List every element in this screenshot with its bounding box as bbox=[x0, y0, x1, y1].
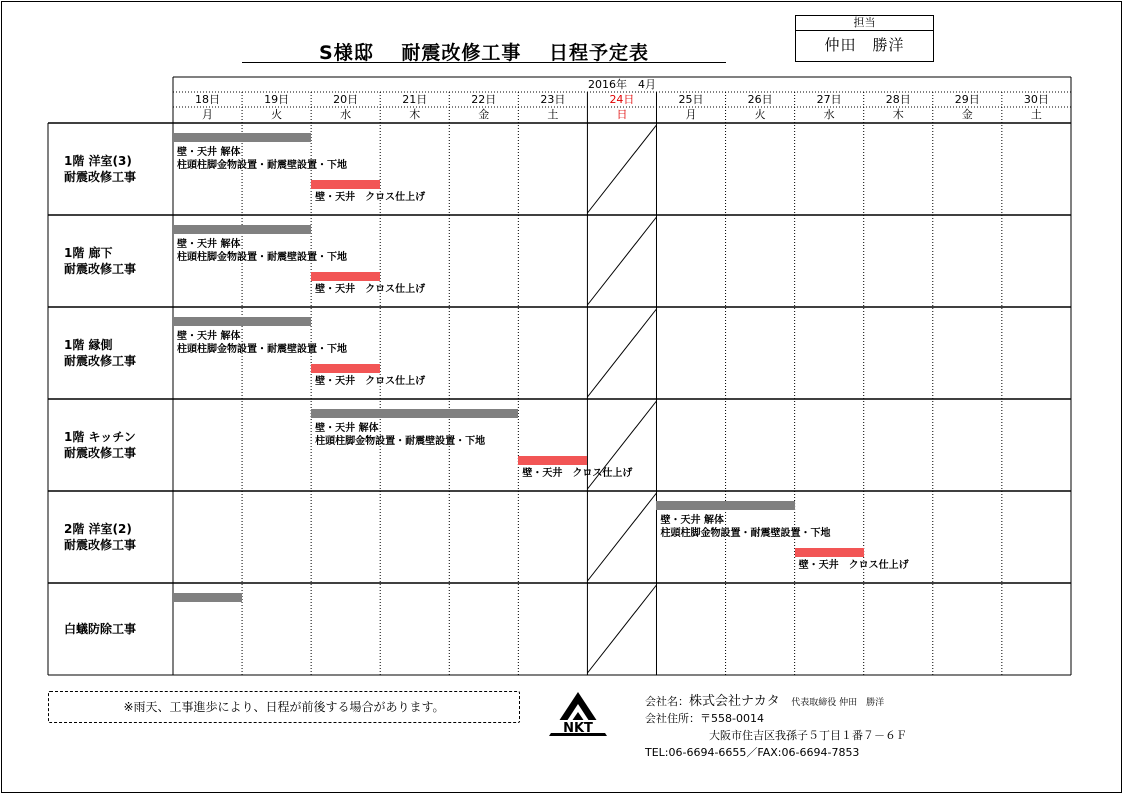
date-label: 20日 bbox=[333, 93, 359, 106]
date-label: 24日 bbox=[609, 93, 635, 106]
task-name-line: 2階 洋室(2) bbox=[64, 522, 132, 536]
task-name-line: 耐震改修工事 bbox=[64, 262, 137, 276]
date-label: 23日 bbox=[540, 93, 566, 106]
company-representative: 代表取締役 仲田 勝洋 bbox=[791, 698, 885, 708]
date-label: 19日 bbox=[264, 93, 290, 106]
work-bar bbox=[173, 225, 311, 234]
task-name-line: 1階 廊下 bbox=[64, 246, 113, 260]
holiday-diagonal bbox=[587, 309, 656, 397]
bar-label: 柱頭柱脚金物設置・耐震壁設置・下地 bbox=[315, 436, 486, 447]
finish-bar bbox=[311, 180, 380, 189]
date-label: 29日 bbox=[954, 93, 980, 106]
weekday-label: 木 bbox=[409, 108, 421, 121]
bar-label: 壁・天井 解体 bbox=[660, 515, 724, 526]
bar-label: 壁・天井 クロス仕上げ bbox=[315, 192, 426, 203]
task-name bbox=[64, 429, 136, 461]
weekday-label: 金 bbox=[961, 108, 973, 121]
work-bar bbox=[656, 501, 794, 510]
weekday-label: 火 bbox=[271, 108, 283, 121]
company-name-label: 会社名： bbox=[645, 695, 689, 708]
work-bar bbox=[173, 593, 242, 602]
task-name bbox=[64, 245, 136, 277]
task-name-line: 耐震改修工事 bbox=[64, 446, 137, 460]
date-label: 21日 bbox=[402, 93, 428, 106]
company-name: 株式会社ナカタ bbox=[689, 694, 780, 709]
work-bar bbox=[311, 409, 518, 418]
weekday-label: 金 bbox=[478, 108, 490, 121]
holiday-diagonal bbox=[587, 125, 656, 213]
company-address-label: 会社住所： bbox=[645, 712, 700, 725]
weather-note: ※雨天、工事進歩により、日程が前後する場合があります。 bbox=[48, 691, 520, 723]
holiday-diagonal bbox=[587, 217, 656, 305]
date-label: 28日 bbox=[885, 93, 911, 106]
bar-label: 柱頭柱脚金物設置・耐震壁設置・下地 bbox=[177, 252, 347, 263]
task-name-line: 1階 縁側 bbox=[64, 338, 113, 352]
bar-label: 柱頭柱脚金物設置・耐震壁設置・下地 bbox=[177, 344, 347, 355]
task-name-line: 1階 キッチン bbox=[64, 430, 136, 444]
task-name-line: 耐震改修工事 bbox=[64, 170, 137, 184]
bar-label: 壁・天井 解体 bbox=[177, 239, 241, 250]
bar-label: 柱頭柱脚金物設置・耐震壁設置・下地 bbox=[177, 160, 347, 171]
page-title: S様邸 耐震改修工事 日程予定表 bbox=[319, 42, 649, 64]
person-in-charge-header: 担当 bbox=[796, 16, 933, 31]
weekday-label: 土 bbox=[1030, 108, 1042, 121]
holiday-diagonal bbox=[587, 585, 656, 673]
bar-label: 壁・天井 クロス仕上げ bbox=[522, 468, 633, 479]
weekday-label: 木 bbox=[892, 108, 904, 121]
bar-label: 壁・天井 解体 bbox=[315, 423, 379, 434]
date-label: 30日 bbox=[1023, 93, 1049, 106]
weekday-label: 水 bbox=[340, 108, 352, 121]
month-label: 2016年 4月 bbox=[588, 78, 656, 91]
task-name bbox=[64, 337, 136, 369]
weekday-label: 水 bbox=[823, 108, 835, 121]
person-in-charge-name: 仲田 勝洋 bbox=[824, 36, 905, 54]
task-name-line: 耐震改修工事 bbox=[64, 538, 137, 552]
finish-bar bbox=[518, 456, 587, 465]
bar-label: 壁・天井 解体 bbox=[177, 331, 241, 342]
work-bar bbox=[173, 133, 311, 142]
task-name bbox=[64, 621, 136, 637]
finish-bar bbox=[795, 548, 864, 557]
weekday-label: 月 bbox=[685, 108, 697, 121]
svg-text:NKT: NKT bbox=[563, 721, 593, 736]
weekday-label: 土 bbox=[547, 108, 559, 121]
weekday-label: 月 bbox=[202, 108, 214, 121]
task-name bbox=[64, 153, 136, 185]
bar-label: 壁・天井 クロス仕上げ bbox=[315, 376, 426, 387]
bar-label: 壁・天井 クロス仕上げ bbox=[315, 284, 426, 295]
company-address: 大阪市住吉区我孫子５丁目１番７－６Ｆ bbox=[709, 729, 907, 742]
company-address-label-line bbox=[645, 711, 764, 727]
finish-bar bbox=[311, 272, 380, 281]
work-bar bbox=[173, 317, 311, 326]
task-name-line: 耐震改修工事 bbox=[64, 354, 137, 368]
date-label: 26日 bbox=[747, 93, 773, 106]
holiday-diagonal bbox=[587, 493, 656, 581]
weekday-label: 日 bbox=[616, 108, 628, 121]
bar-label: 柱頭柱脚金物設置・耐震壁設置・下地 bbox=[660, 528, 831, 539]
date-label: 18日 bbox=[195, 93, 221, 106]
bar-label: 壁・天井 解体 bbox=[177, 147, 241, 158]
bar-label: 壁・天井 クロス仕上げ bbox=[798, 560, 909, 571]
weekday-label: 火 bbox=[754, 108, 766, 121]
company-contact: TEL:06-6694-6655／FAX:06-6694-7853 bbox=[645, 746, 860, 759]
company-logo bbox=[545, 690, 611, 740]
task-name bbox=[64, 521, 136, 553]
date-label: 22日 bbox=[471, 93, 497, 106]
company-name-line bbox=[645, 694, 884, 711]
company-postal: 〒558-0014 bbox=[700, 712, 764, 725]
date-label: 25日 bbox=[678, 93, 704, 106]
task-name-line: 1階 洋室(3) bbox=[64, 154, 132, 168]
date-label: 27日 bbox=[816, 93, 842, 106]
task-name-line: 白蟻防除工事 bbox=[64, 622, 137, 636]
finish-bar bbox=[311, 364, 380, 373]
